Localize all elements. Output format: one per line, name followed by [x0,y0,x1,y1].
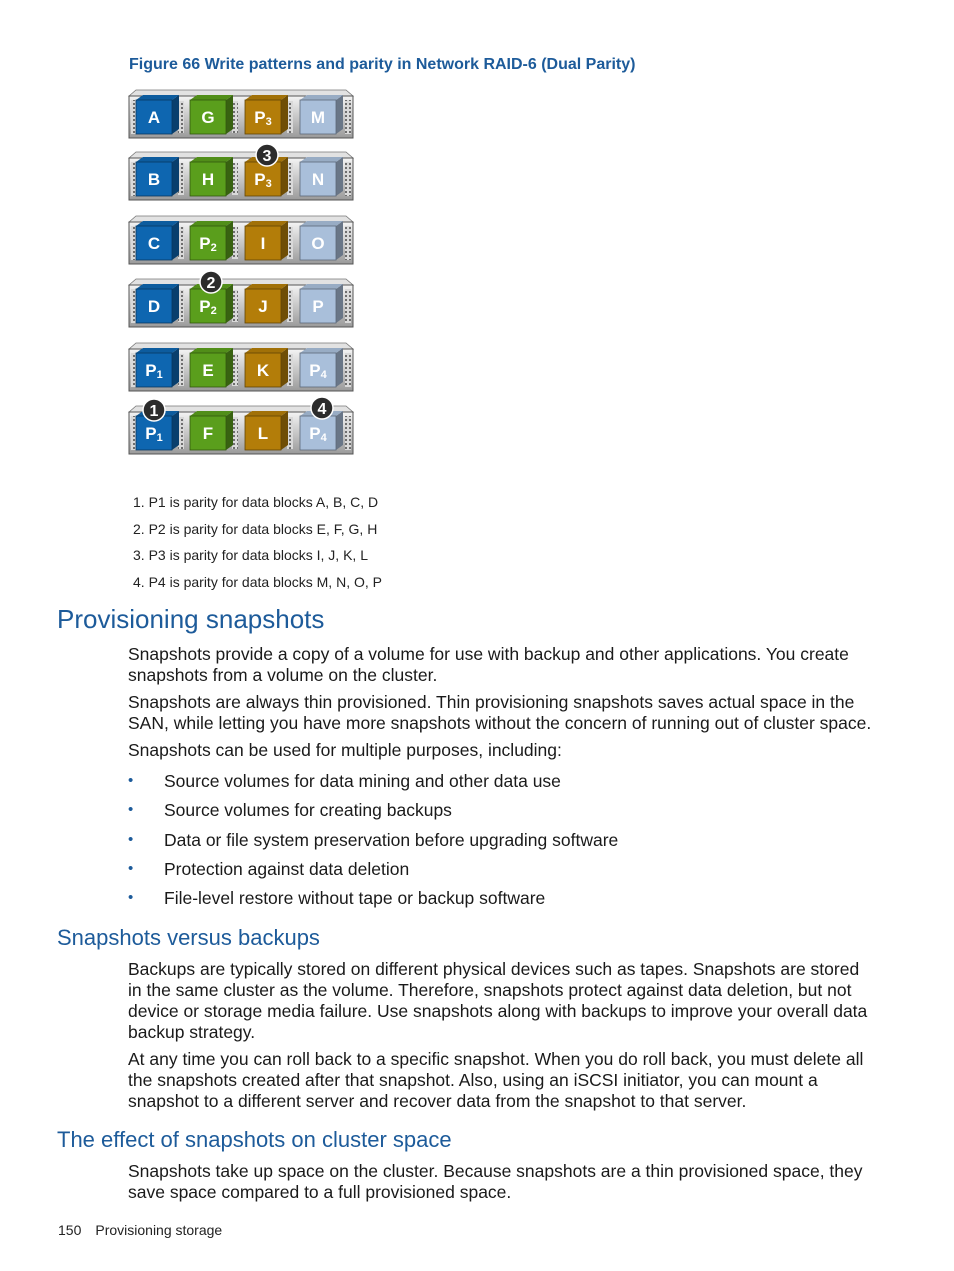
block-label: D [147,297,161,316]
list-item [128,768,618,797]
block-label: C [147,234,161,253]
parity-notes [133,491,382,597]
subsection-heading: The effect of snapshots on cluster space [57,1127,452,1152]
block-label: P3 [254,108,272,128]
parity-note: 4. P4 is parity for data blocks M, N, O, P [133,573,382,590]
block-label: P2 [199,234,217,254]
paragraph: Backups are typically stored on different physical devices such as tapes. Snapshots are stored in the same cluster as the volume. Therefore, snapshots protect against data deletion, but not device or storage media failure. Use snapshots along with backups to improve your overall data backup strategy. [128,959,868,1042]
paragraph: Snapshots take up space on the cluster. Because snapshots are a thin provisioned space, they save space compared to a full provisioned space. [128,1161,863,1202]
footer-section: Provisioning storage [95,1222,223,1238]
bullet-list [128,768,618,914]
data-block [245,411,288,450]
data-block [136,95,179,134]
step-marker-label: 3 [262,148,272,165]
step-marker [143,399,165,421]
block-label: P2 [199,297,217,317]
parity-note: 3. P3 is parity for data blocks I, J, K, L [133,547,368,563]
block-label: B [147,170,161,189]
block-label: H [201,170,215,189]
bullet-icon: • [128,830,134,848]
data-block [190,411,233,450]
list-item [128,856,618,885]
bullet-icon: • [128,801,134,819]
block-label: A [147,108,161,127]
data-block [300,348,343,387]
raid6-diagram [128,86,356,466]
list-item [128,827,618,856]
paragraph: At any time you can roll back to a specific snapshot. When you do roll back, you must delete all the snapshots created after that snapshot. Also, using an iSCSI initiator, you can mount a snapshot to a different server and recover data from the snapshot to that server. [128,1049,864,1111]
parity-note: 1. P1 is parity for data blocks A, B, C, D [133,494,379,510]
block-label: K [256,361,270,380]
block-label: L [257,424,269,443]
subsection-heading: Snapshots versus backups [57,925,320,950]
parity-note: 2. P2 is parity for data blocks E, F, G, H [133,520,378,537]
data-block [190,157,233,196]
block-label: F [202,424,214,443]
figure-caption: Figure 66 Write patterns and parity in Network RAID-6 (Dual Parity) [129,56,636,73]
list-item [128,797,618,826]
bullet-icon: • [128,772,134,789]
list-item-text: File-level restore without tape or backup software [164,888,546,909]
step-marker-label: 1 [149,403,159,420]
paragraph: Snapshots can be used for multiple purposes, including: [128,740,562,760]
list-item [128,885,618,914]
step-marker-label: 4 [317,401,327,418]
data-block [245,95,288,134]
block-label: P1 [145,424,163,444]
data-block [300,284,343,323]
step-marker [200,271,222,293]
block-label: P1 [145,361,163,381]
list-item-text: Source volumes for data mining and other data use [164,771,561,791]
block-label: G [201,108,215,127]
data-block [300,95,343,134]
list-item-text: Data or file system preservation before upgrading software [164,829,619,850]
section-heading: Provisioning snapshots [57,604,325,634]
block-label: J [258,297,268,316]
block-label: P3 [254,170,272,190]
data-block [245,284,288,323]
list-item-text: Source volumes for creating backups [164,800,452,821]
data-block [136,157,179,196]
bullet-icon: • [128,859,134,877]
block-label: P4 [309,361,327,381]
data-block [136,348,179,387]
data-block [190,95,233,134]
step-marker-label: 2 [206,275,216,292]
block-label: I [260,234,266,253]
bullet-icon: • [128,889,134,907]
block-label: P [312,297,324,316]
data-block [190,348,233,387]
page-footer [58,1222,222,1238]
data-block [136,284,179,323]
data-block [245,348,288,387]
block-label: M [310,108,326,127]
data-block [245,221,288,260]
paragraph: Snapshots provide a copy of a volume for use with backup and other applications. You create snapshots from a volume on the cluster. [128,644,849,685]
block-label: P4 [309,424,327,444]
page-number: 150 [58,1222,82,1238]
block-label: E [202,361,214,380]
data-block [300,221,343,260]
data-block [300,157,343,196]
step-marker [256,144,278,166]
list-item-text: Protection against data deletion [164,858,410,879]
data-block [136,221,179,260]
block-label: N [311,170,325,189]
block-label: O [311,234,325,253]
paragraph: Snapshots are always thin provisioned. Thin provisioning snapshots saves actual space in the SAN, while letting you have more snapshots without the concern of running out of cluster space. [128,692,872,733]
data-block [190,221,233,260]
step-marker [311,397,333,419]
